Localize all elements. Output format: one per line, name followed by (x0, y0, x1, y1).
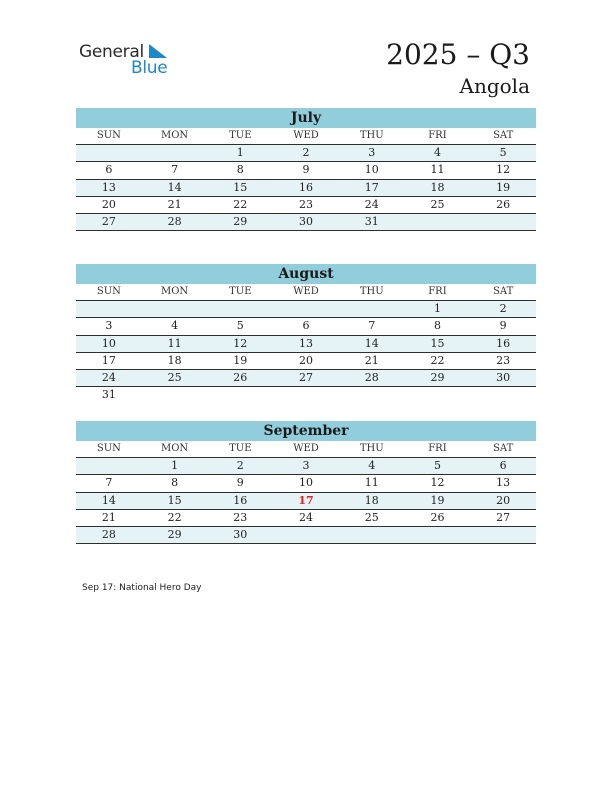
day-cell: 18 (167, 353, 182, 367)
day-cell: 1 (236, 146, 244, 160)
day-cell: 29 (430, 370, 445, 384)
generalblue-logo (79, 40, 179, 80)
day-cell: 7 (105, 476, 113, 490)
day-cell: 1 (433, 302, 441, 316)
day-cell: 28 (101, 527, 116, 541)
week-row (76, 370, 536, 387)
week-row (76, 336, 536, 353)
day-cell: 26 (233, 370, 248, 384)
day-cell: 9 (236, 476, 244, 490)
day-cell: 6 (105, 163, 113, 177)
day-cell: 21 (364, 353, 379, 367)
day-cell: 23 (233, 510, 248, 524)
day-cell: 22 (430, 353, 445, 367)
day-cell: 28 (167, 214, 182, 228)
day-cell: 31 (364, 214, 379, 228)
day-cell: 15 (233, 180, 248, 194)
week-row (76, 353, 536, 370)
day-cell: 14 (167, 180, 182, 194)
day-cell (207, 301, 273, 317)
day-cell: 4 (368, 459, 376, 473)
day-cell: 15 (167, 493, 182, 507)
day-cell: 29 (167, 527, 182, 541)
holiday-note: Sep 17: National Hero Day (82, 583, 202, 593)
day-cell: 5 (499, 146, 507, 160)
day-cell: 6 (499, 459, 507, 473)
day-cell: 22 (167, 510, 182, 524)
weekday-label: MON (160, 286, 189, 297)
day-cell: 27 (299, 370, 314, 384)
day-cell: 28 (364, 370, 379, 384)
weekday-label: WED (293, 443, 319, 454)
day-cell: 19 (233, 353, 248, 367)
day-cell: 22 (233, 197, 248, 211)
weekday-label: THU (359, 130, 384, 141)
week-row (76, 197, 536, 214)
day-cell: 9 (302, 163, 310, 177)
weekday-header-row (76, 441, 536, 458)
day-cell (405, 387, 471, 404)
week-row (76, 458, 536, 475)
month-calendar-september (76, 421, 536, 544)
weekday-label: WED (293, 286, 319, 297)
day-cell (273, 527, 339, 543)
holiday-day-cell: 17 (298, 493, 314, 507)
weekday-label: SUN (96, 130, 121, 141)
day-cell: 25 (430, 197, 445, 211)
day-cell: 4 (171, 319, 179, 333)
day-cell: 20 (299, 353, 314, 367)
day-cell: 24 (364, 197, 379, 211)
day-cell: 13 (496, 476, 511, 490)
day-cell: 3 (302, 459, 310, 473)
weekday-label: WED (293, 130, 319, 141)
day-cell: 6 (302, 319, 310, 333)
day-cell: 18 (430, 180, 445, 194)
page-title: 2025 – Q3 (386, 38, 530, 71)
day-cell (470, 527, 536, 543)
month-header: August (76, 264, 536, 284)
weekday-label: TUE (229, 286, 252, 297)
day-cell: 1 (171, 459, 179, 473)
day-cell (470, 387, 536, 404)
day-cell (142, 387, 208, 404)
day-cell: 16 (299, 180, 314, 194)
week-row (76, 387, 536, 404)
day-cell (405, 527, 471, 543)
logo-word-general: General (79, 42, 144, 62)
day-cell: 3 (105, 319, 113, 333)
day-cell: 2 (302, 146, 310, 160)
day-cell: 29 (233, 214, 248, 228)
week-row (76, 527, 536, 544)
day-cell: 24 (101, 370, 116, 384)
week-row (76, 475, 536, 492)
weekday-header-row (76, 128, 536, 145)
day-cell (339, 527, 405, 543)
day-cell: 27 (496, 510, 511, 524)
week-row (76, 510, 536, 527)
day-cell: 5 (236, 319, 244, 333)
week-row (76, 318, 536, 335)
day-cell: 25 (167, 370, 182, 384)
day-cell (470, 214, 536, 230)
country-name: Angola (459, 74, 530, 98)
day-cell: 14 (364, 336, 379, 350)
weekday-header-row (76, 284, 536, 301)
week-row (76, 301, 536, 318)
day-cell: 12 (430, 476, 445, 490)
day-cell (339, 301, 405, 317)
day-cell: 8 (171, 476, 179, 490)
day-cell: 10 (299, 476, 314, 490)
day-cell: 31 (101, 388, 116, 402)
day-cell (405, 214, 471, 230)
weekday-label: FRI (428, 443, 447, 454)
day-cell (339, 387, 405, 404)
month-calendar-july (76, 108, 536, 231)
day-cell: 30 (496, 370, 511, 384)
day-cell: 12 (496, 163, 511, 177)
day-cell: 16 (233, 493, 248, 507)
day-cell: 30 (233, 527, 248, 541)
weekday-label: FRI (428, 286, 447, 297)
weekday-label: SAT (493, 286, 514, 297)
day-cell: 23 (299, 197, 314, 211)
day-cell (273, 387, 339, 404)
day-cell: 14 (101, 493, 116, 507)
day-cell (76, 458, 142, 474)
day-cell: 26 (496, 197, 511, 211)
holiday-notes (82, 583, 201, 593)
day-cell: 11 (167, 336, 182, 350)
day-cell: 4 (433, 146, 441, 160)
month-header: September (76, 421, 536, 441)
day-cell: 3 (368, 146, 376, 160)
day-cell: 15 (430, 336, 445, 350)
day-cell: 21 (167, 197, 182, 211)
day-cell: 11 (364, 476, 379, 490)
weekday-label: SAT (493, 443, 514, 454)
day-cell: 13 (101, 180, 116, 194)
day-cell: 8 (236, 163, 244, 177)
weekday-label: THU (359, 286, 384, 297)
day-cell: 5 (433, 459, 441, 473)
day-cell: 21 (101, 510, 116, 524)
day-cell: 11 (430, 163, 445, 177)
weekday-label: SUN (96, 286, 121, 297)
day-cell: 13 (299, 336, 314, 350)
day-cell: 26 (430, 510, 445, 524)
day-cell: 25 (364, 510, 379, 524)
day-cell: 19 (430, 493, 445, 507)
day-cell (207, 387, 273, 404)
weekday-label: FRI (428, 130, 447, 141)
logo-word-blue: Blue (131, 58, 168, 78)
day-cell (76, 301, 142, 317)
day-cell: 20 (496, 493, 511, 507)
weekday-label: TUE (229, 443, 252, 454)
weekday-label: SAT (493, 130, 514, 141)
day-cell: 7 (171, 163, 179, 177)
day-cell (273, 301, 339, 317)
week-row (76, 162, 536, 179)
month-calendar-august (76, 264, 536, 404)
day-cell: 19 (496, 180, 511, 194)
week-row (76, 145, 536, 162)
day-cell: 16 (496, 336, 511, 350)
week-row (76, 180, 536, 197)
day-cell: 9 (499, 319, 507, 333)
week-row (76, 493, 536, 510)
day-cell (142, 301, 208, 317)
day-cell: 18 (364, 493, 379, 507)
day-cell: 2 (499, 302, 507, 316)
day-cell: 10 (364, 163, 379, 177)
day-cell: 8 (433, 319, 441, 333)
day-cell: 10 (101, 336, 116, 350)
weekday-label: TUE (229, 130, 252, 141)
day-cell: 12 (233, 336, 248, 350)
day-cell: 20 (101, 197, 116, 211)
day-cell (142, 145, 208, 161)
weekday-label: MON (160, 443, 189, 454)
weekday-label: SUN (96, 443, 121, 454)
day-cell: 24 (299, 510, 314, 524)
week-row (76, 214, 536, 231)
day-cell (76, 145, 142, 161)
day-cell: 17 (364, 180, 379, 194)
day-cell: 23 (496, 353, 511, 367)
month-header: July (76, 108, 536, 128)
weekday-label: THU (359, 443, 384, 454)
day-cell: 17 (101, 353, 116, 367)
day-cell: 27 (101, 214, 116, 228)
day-cell: 7 (368, 319, 376, 333)
weekday-label: MON (160, 130, 189, 141)
day-cell: 30 (299, 214, 314, 228)
day-cell: 2 (236, 459, 244, 473)
